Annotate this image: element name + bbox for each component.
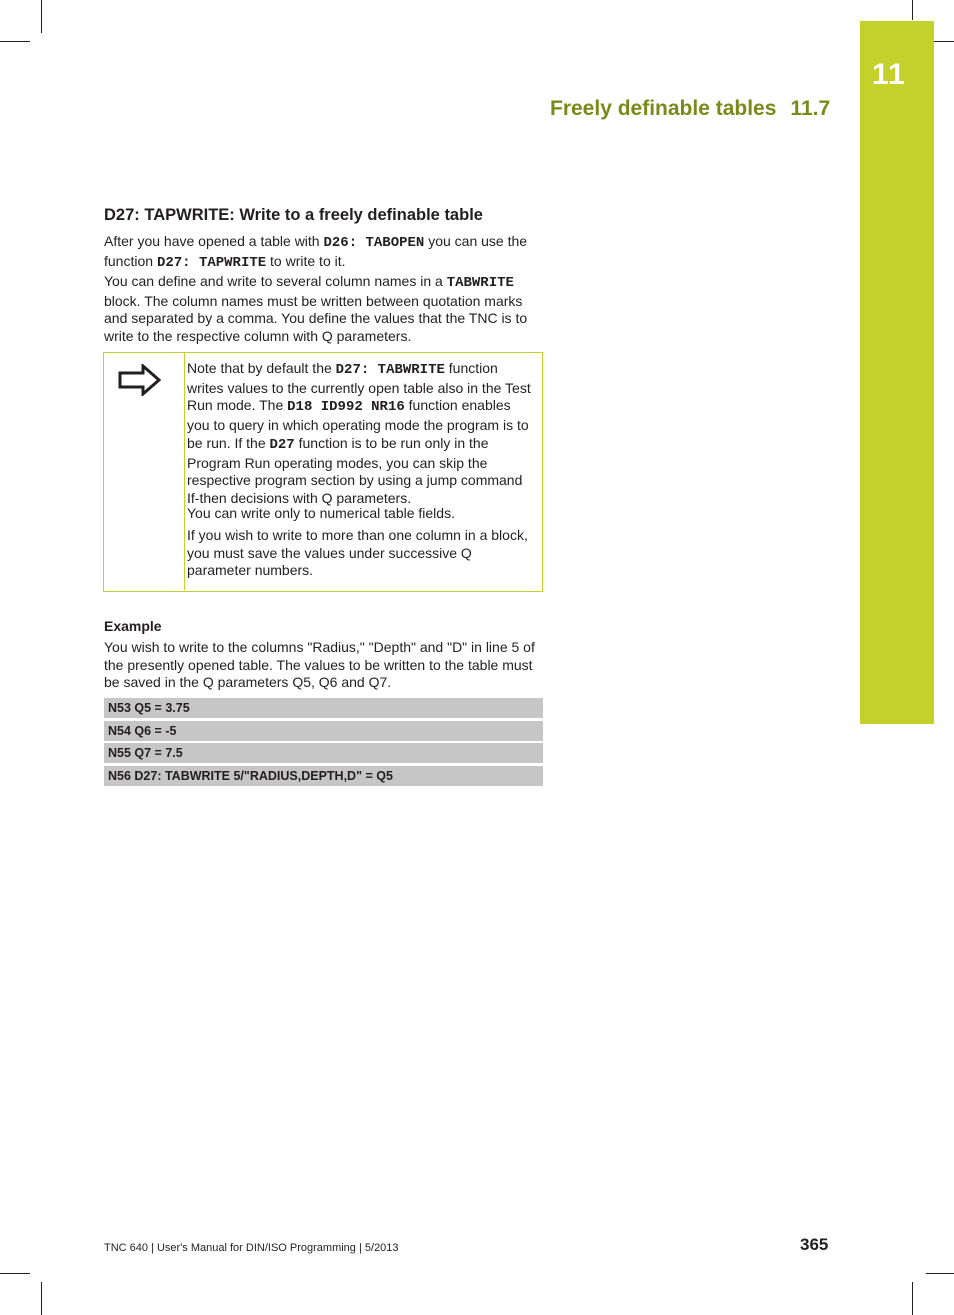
crop-mark: [41, 1282, 42, 1315]
arrow-right-icon: [118, 364, 162, 396]
footer-text: TNC 640 | User's Manual for DIN/ISO Programming | 5/2013: [104, 1242, 399, 1254]
crop-mark: [912, 0, 913, 20]
intro-paragraph-1: [104, 233, 546, 272]
crop-mark: [0, 1273, 30, 1274]
text: block. The column names must be written between quotation marks and separated by a comma. You define the values that the TNC is to write to the respective column with Q parameters.: [104, 292, 528, 345]
note-paragraph-2: You can write only to numerical table fields.: [187, 505, 455, 521]
code-line: N53 Q5 = 3.75: [104, 698, 543, 718]
text: function writes values to the currently open table also in the Test Run mode. The: [187, 360, 531, 414]
text: Note that by default the: [187, 360, 336, 376]
example-text: You wish to write to the columns "Radius," "Depth" and "D" in line 5 of the presently opened table. The values to be written to the table must be saved in the Q parameters Q5, Q6 and Q7.: [104, 639, 535, 691]
crop-mark: [912, 1282, 913, 1315]
code-line: N56 D27: TABWRITE 5/"RADIUS,DEPTH,D" = Q5: [104, 766, 543, 786]
section-heading: D27: TAPWRITE: Write to a freely definable table: [104, 206, 483, 224]
text: function is to be run only in the Program Run operating modes, you can skip the respective program section by using a jump command If-then decisions with Q parameters.: [187, 434, 523, 506]
text: you can use the function: [104, 233, 528, 269]
running-head-section: 11.7: [790, 97, 831, 120]
crop-mark: [41, 0, 42, 33]
page-number: 365: [800, 1235, 829, 1254]
code-term: D18 ID992 NR16: [287, 399, 405, 416]
example-heading: Example: [104, 618, 162, 634]
text: to write to it.: [266, 252, 346, 269]
code-term: TABWRITE: [446, 275, 514, 291]
crop-mark: [0, 41, 30, 42]
code-term: D27: TABWRITE: [335, 362, 445, 378]
code-line: N54 Q6 = -5: [104, 721, 543, 741]
note-paragraph-3: If you wish to write to more than one column in a block, you must save the values under successive Q parameter numbers.: [187, 527, 528, 579]
note-paragraph-1: [187, 360, 535, 508]
text: After you have opened a table with: [104, 233, 324, 249]
chapter-number: 11: [872, 58, 906, 91]
code-term: D27: TAPWRITE: [156, 254, 267, 271]
code-term: D27: [269, 436, 295, 453]
text: You can define and write to several column names in a: [104, 273, 447, 289]
crop-mark: [926, 1273, 954, 1274]
running-head-title: Freely definable tables: [550, 97, 777, 120]
code-line: N55 Q7 = 7.5: [104, 743, 543, 763]
chapter-tab: [860, 21, 934, 724]
running-head: [550, 97, 830, 121]
text: function enables you to query in which operating mode the program is to be run. If the: [187, 397, 529, 451]
intro-paragraph-2: [104, 273, 546, 346]
note-divider: [184, 353, 185, 590]
code-term: D26: TABOPEN: [323, 235, 425, 251]
